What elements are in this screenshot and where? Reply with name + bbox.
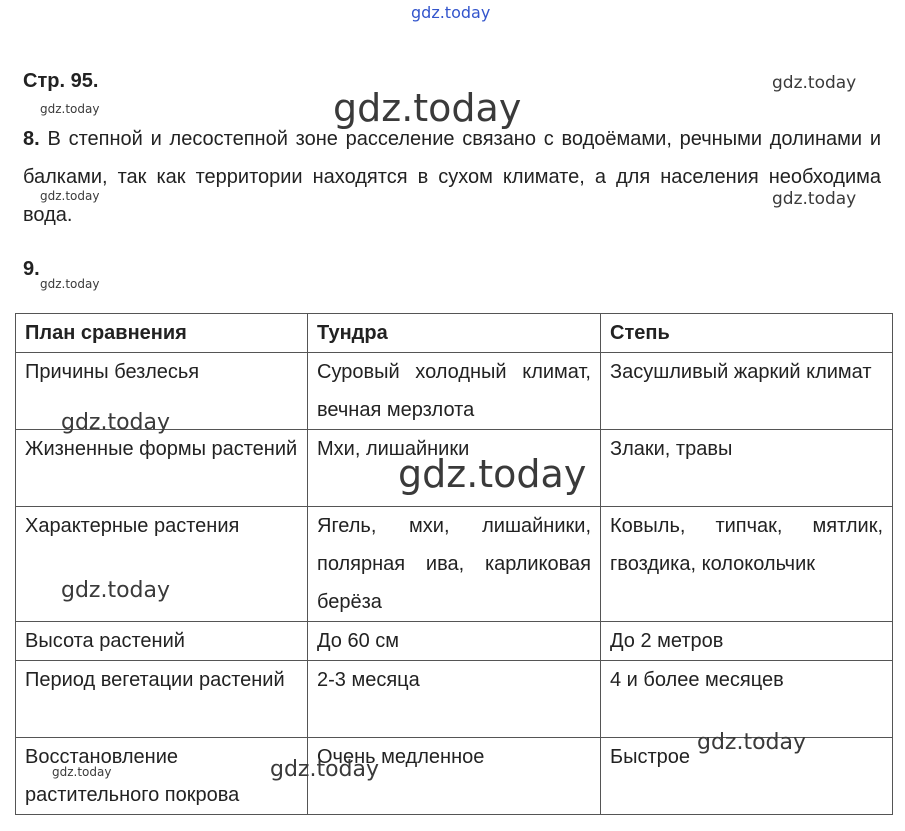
- page-reference: Стр. 95.: [23, 70, 99, 92]
- watermark: gdz.today: [270, 757, 380, 782]
- watermark-large: gdz.today: [398, 452, 587, 496]
- table-cell: До 60 см: [308, 622, 601, 661]
- watermark: gdz.today: [772, 73, 857, 93]
- task-8-text: В степной и лесостепной зоне расселение связано с водоёмами, речными долинами и балками, так как территории находятся в сухом климате, а для населения необходима вода.: [23, 128, 881, 226]
- task-8: [23, 120, 881, 234]
- table-cell: Мхи, лишайники: [308, 430, 601, 507]
- table-cell: Причины безлесья: [16, 353, 308, 430]
- header-steppe: Степь: [601, 314, 893, 353]
- table-cell: 2-3 месяца: [308, 661, 601, 738]
- watermark-large: gdz.today: [333, 86, 522, 130]
- table-row: [16, 661, 893, 738]
- table-cell: 4 и более месяцев: [601, 661, 893, 738]
- table-row: [16, 507, 893, 622]
- header-tundra: Тундра: [308, 314, 601, 353]
- watermark: gdz.today: [40, 189, 100, 203]
- watermark: gdz.today: [61, 410, 171, 435]
- table-cell: Очень медленное: [308, 738, 601, 815]
- table-row: [16, 622, 893, 661]
- table-cell: Быстрое: [601, 738, 893, 815]
- watermark: gdz.today: [40, 102, 100, 116]
- table-cell: До 2 метров: [601, 622, 893, 661]
- watermark: gdz.today: [697, 730, 807, 755]
- header-plan: План сравнения: [16, 314, 308, 353]
- table-cell: Характерные растения: [16, 507, 308, 622]
- watermark: gdz.today: [40, 277, 100, 291]
- table-cell: Высота растений: [16, 622, 308, 661]
- table-cell: Ягель, мхи, лишайники, полярная ива, карликовая берёза: [308, 507, 601, 622]
- watermark: gdz.today: [61, 578, 171, 603]
- table-header-row: [16, 314, 893, 353]
- watermark: gdz.today: [772, 189, 857, 209]
- watermark-top: gdz.today: [411, 3, 491, 22]
- table-cell: Восстановление растительного покрова: [16, 738, 308, 815]
- task-8-number: 8.: [23, 128, 40, 150]
- table-cell: Засушливый жаркий климат: [601, 353, 893, 430]
- table-cell: Злаки, травы: [601, 430, 893, 507]
- table-cell: Ковыль, типчак, мятлик, гвоздика, колокольчик: [601, 507, 893, 622]
- task-9-number: 9.: [23, 258, 40, 280]
- table-cell: Период вегетации растений: [16, 661, 308, 738]
- table-cell: Суровый холодный климат, вечная мерзлота: [308, 353, 601, 430]
- table-cell: Жизненные формы растений: [16, 430, 308, 507]
- watermark: gdz.today: [52, 765, 112, 779]
